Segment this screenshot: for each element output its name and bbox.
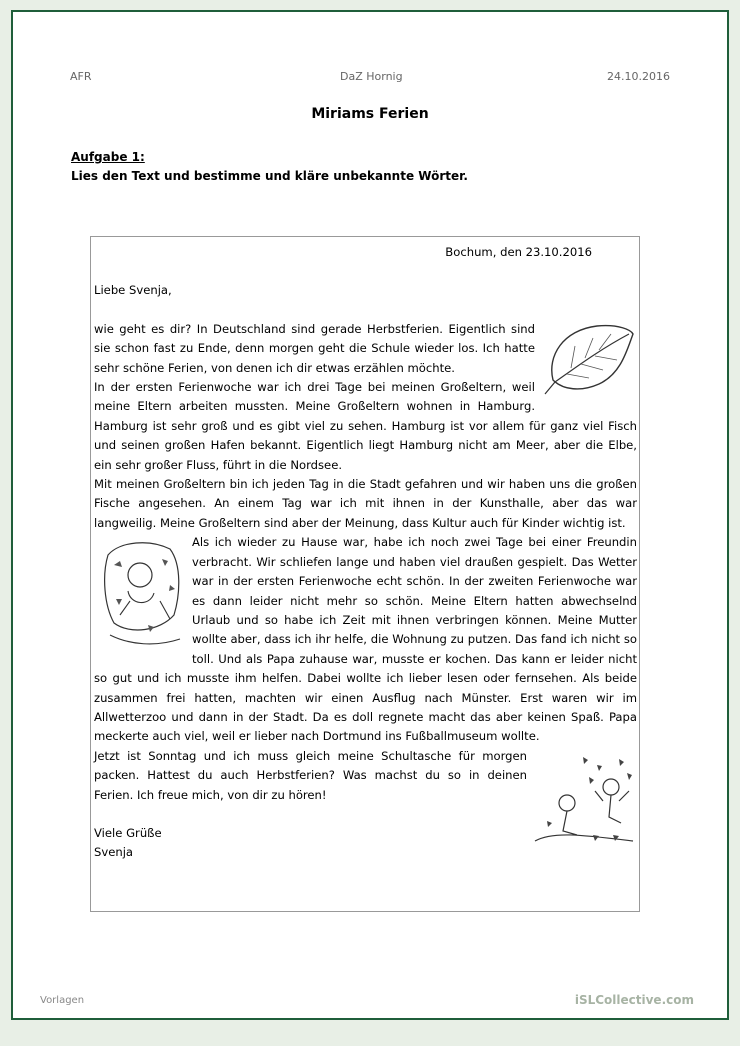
page-title: Miriams Ferien	[311, 106, 429, 122]
letter-date: Bochum, den 23.10.2016	[445, 245, 592, 259]
child-in-leaves-illustration-icon	[100, 535, 186, 653]
footer-watermark: iSLCollective.com	[574, 993, 694, 1007]
letter-closing: Viele Grüße	[94, 825, 162, 840]
letter-paragraph-1: wie geht es dir? In Deutschland sind gerade Herbstferien. Eigentlich sind sie schon fast zu Ende, denn morgen geht die Schule wieder los. Ich hatte sehr schöne Ferien, von denen ich dir etwas erzählen möchte.	[94, 321, 535, 375]
letter-body	[94, 243, 637, 863]
header-left: AFR	[70, 70, 92, 83]
letter-paragraph-4: Als ich wieder zu Hause war, habe ich noch zwei Tage bei einer Freundin verbracht. Wir schliefen lange und haben viel draußen gespielt. Das Wetter war in der ersten Ferienwoche echt schön. In der zweiten Ferienwoche war es dann leider nicht mehr so schön. Meine Eltern hatten abwechselnd Urlaub und so habe ich Zeit mit ihnen verbringen können. Meine Mutter wollte aber, dass ich ihr helfe, die Wohnung zu putzen. Das fand ich nicht so toll. Und als Papa zuhause war, musste er kochen. Das kann er leider nicht so gut und ich musste ihm helfen. Dabei wollte ich lieber lesen oder fernsehen. Als beide zusammen frei hatten, machten wir einen Ausflug nach Münster. Erst waren wir im Allwetterzoo und dann in der Stadt. Da es doll regnete macht das aber keinen Spaß. Papa meckerte auch viel, weil er lieber nach Dortmund ins Fußballmuseum wollte.	[94, 535, 637, 744]
task-label: Aufgabe 1:	[71, 150, 145, 164]
letter-paragraph-3: Mit meinen Großeltern bin ich jeden Tag in die Stadt gefahren und wir haben uns die großen Fische angesehen. An einem Tag war ich mit ihnen in der Kunsthalle, aber das war langweilig. Meine Großeltern sind aber der Meinung, dass Kultur auch für Kinder wichtig ist.	[94, 477, 637, 530]
header-date: 24.10.2016	[607, 70, 670, 83]
page-header	[70, 70, 670, 86]
task-instruction: Lies den Text und bestimme und kläre unbekannte Wörter.	[71, 169, 468, 183]
letter-signature: Svenja	[94, 845, 134, 860]
leaf-illustration-icon	[541, 320, 637, 398]
children-playing-illustration-icon	[533, 751, 637, 851]
letter-paragraph-2: In der ersten Ferienwoche war ich drei Tage bei meinen Großeltern, weil meine Eltern arbeiten mussten. Meine Großeltern wohnen in Hamburg. Hamburg ist sehr groß und es gibt viel zu sehen. Hamburg ist vor allem für ganz viel Fisch und seinen großen Hafen bekannt. Eigentlich liegt Hamburg nicht am Meer, aber die Elbe, ein sehr großer Fluss, führt in die Nordsee.	[94, 380, 637, 472]
letter-salutation: Liebe Svenja,	[94, 283, 172, 298]
header-center: DaZ Hornig	[340, 70, 403, 83]
footer-vorlagen: Vorlagen	[40, 995, 85, 1006]
letter-paragraph-5: Jetzt ist Sonntag und ich muss gleich meine Schultasche für morgen packen. Hattest du auch Herbstferien? Was machst du so in deinen Ferien. Ich freue mich, von dir zu hören!	[94, 748, 527, 802]
